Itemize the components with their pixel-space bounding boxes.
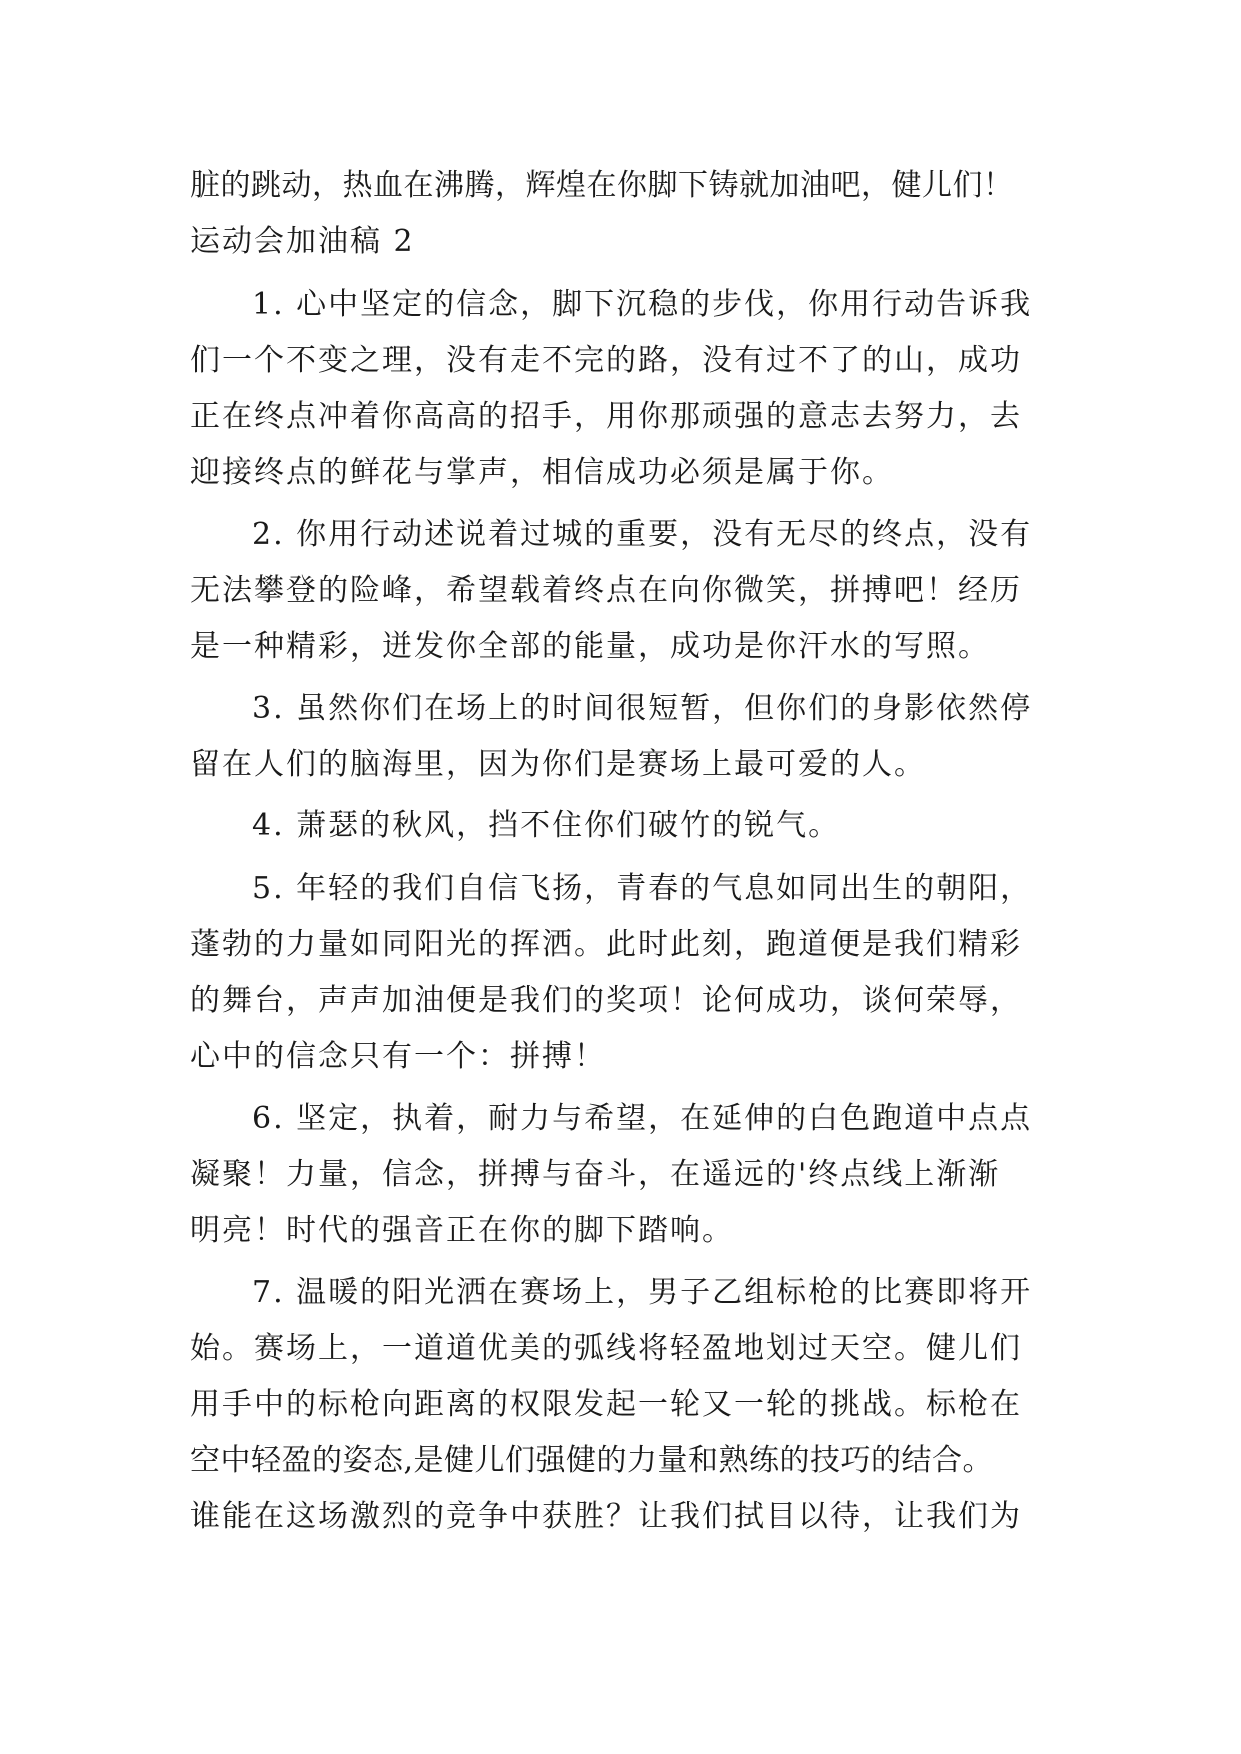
paragraph-line: 迎接终点的鲜花与掌声，相信成功必须是属于你。: [190, 455, 894, 490]
paragraph-line: 无法攀登的险峰，希望载着终点在向你微笑，拼搏吧！经历: [190, 573, 1022, 608]
paragraph-line: 留在人们的脑海里，因为你们是赛场上最可爱的人。: [190, 747, 926, 782]
paragraph-line: 正在终点冲着你高高的招手，用你那顽强的意志去努力，去: [190, 399, 1022, 434]
section-heading: 运动会加油稿 2: [190, 224, 415, 259]
paragraph-line: 们一个不变之理，没有走不完的路，没有过不了的山，成功: [190, 343, 1022, 378]
paragraph-line: 始。赛场上，一道道优美的弧线将轻盈地划过天空。健儿们: [190, 1331, 1022, 1366]
paragraph-line: 1. 心中坚定的信念，脚下沉稳的步伐，你用行动告诉我: [252, 287, 1033, 322]
paragraph-line: 6. 坚定，执着，耐力与希望，在延伸的白色跑道中点点: [252, 1101, 1033, 1136]
paragraph-line: 2. 你用行动述说着过城的重要，没有无尽的终点，没有: [252, 517, 1033, 552]
paragraph-line: 蓬勃的力量如同阳光的挥洒。此时此刻，跑道便是我们精彩: [190, 927, 1022, 962]
paragraph-line: 的舞台，声声加油便是我们的奖项！论何成功，谈何荣辱，: [190, 983, 1022, 1018]
paragraph-line: 明亮！时代的强音正在你的脚下踏响。: [190, 1213, 734, 1248]
paragraph-line: 空中轻盈的姿态,是健儿们强健的力量和熟练的技巧的结合。: [190, 1443, 994, 1478]
paragraph-line: 7. 温暖的阳光洒在赛场上，男子乙组标枪的比赛即将开: [252, 1275, 1033, 1310]
paragraph-line: 4. 萧瑟的秋风，挡不住你们破竹的锐气。: [252, 808, 841, 843]
paragraph-line: 谁能在这场激烈的竞争中获胜？让我们拭目以待，让我们为: [190, 1499, 1022, 1534]
paragraph-line: 心中的信念只有一个：拼搏！: [190, 1039, 606, 1074]
text-line: 脏的跳动，热血在沸腾，辉煌在你脚下铸就加油吧，健儿们！: [190, 168, 1014, 203]
paragraph-line: 用手中的标枪向距离的权限发起一轮又一轮的挑战。标枪在: [190, 1387, 1022, 1422]
paragraph-line: 5. 年轻的我们自信飞扬，青春的气息如同出生的朝阳，: [252, 871, 1033, 906]
paragraph-line: 是一种精彩，迸发你全部的能量，成功是你汗水的写照。: [190, 629, 990, 664]
paragraph-line: 凝聚！力量，信念，拼搏与奋斗，在遥远的'终点线上渐渐: [190, 1157, 1001, 1192]
paragraph-line: 3. 虽然你们在场上的时间很短暂，但你们的身影依然停: [252, 691, 1033, 726]
